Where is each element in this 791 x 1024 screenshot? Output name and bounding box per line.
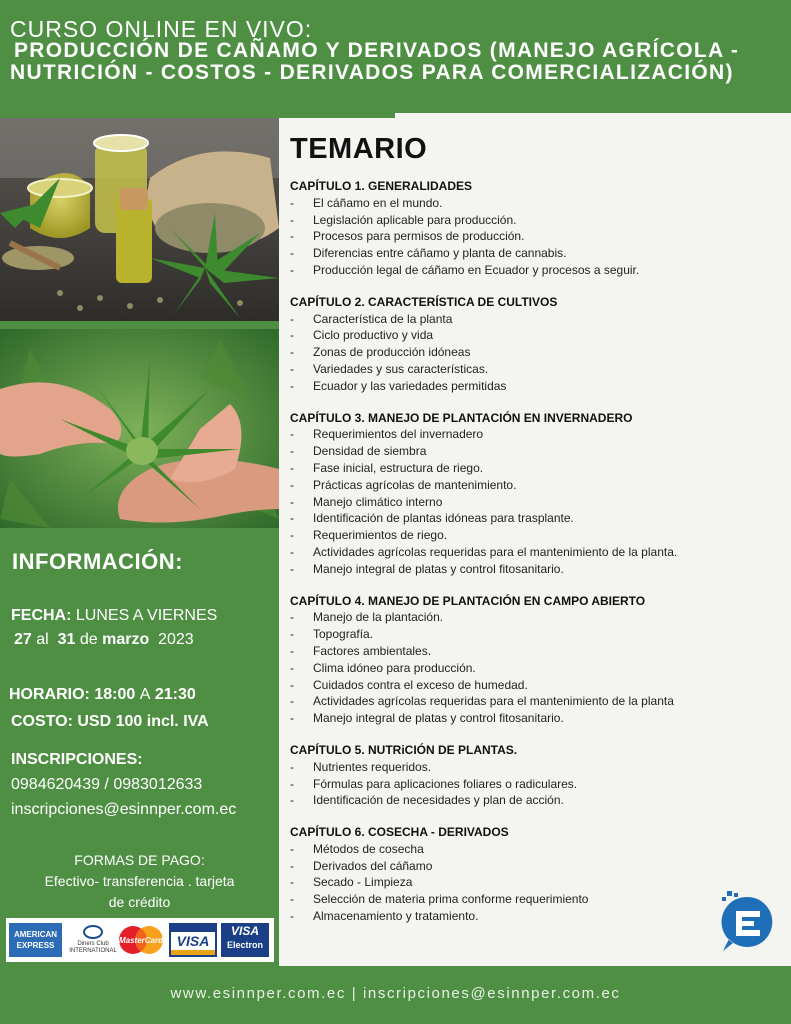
amex-icon: AMERICAN EXPRESS [9,923,62,957]
list-item: - Topografía. [290,627,374,642]
list-item: - Requerimientos de riego. [290,528,448,543]
card-logos [6,918,274,962]
list-item: - Procesos para permisos de producción. [290,229,525,244]
list-item: - Nutrientes requeridos. [290,759,432,774]
registration-email[interactable]: inscripciones@esinnper.com.ec [11,801,237,818]
list-item: - Manejo de la plantación. [290,610,444,625]
list-item: - Producción legal de cáñamo en Ecuador y procesos a seguir. [290,262,640,277]
list-item: - Cuidados contra el exceso de humedad. [290,677,528,692]
hemp-oil-photo [0,118,279,321]
list-item: - Manejo climático interno [290,494,443,509]
chapter-2 [290,294,785,395]
list-item: - Ciclo productivo y vida [290,328,434,343]
chapter-4 [290,593,785,727]
list-item: - Manejo integral de platas y control fitosanitario. [290,711,564,726]
footer-links[interactable]: www.esinnper.com.ec | inscripciones@esinnper.com.ec [170,985,621,1002]
course-title-line-2: NUTRICIÓN - COSTOS - DERIVADOS PARA COMERCIALIZACIÓN) [10,61,734,84]
list-item: - Fase inicial, estructura de riego. [290,460,484,475]
chapter-1 [290,178,785,279]
chapter-3 [290,410,785,578]
course-mode-title: CURSO ONLINE EN VIVO: [10,16,313,42]
date-range: 27 al 31 de marzo 2023 [14,631,194,648]
list-item: - Diferencias entre cáñamo y planta de cannabis. [290,246,567,261]
list-item: - Métodos de cosecha [290,841,424,856]
visa-icon: VISA [169,923,217,957]
list-item: - Derivados del cáñamo [290,858,433,873]
list-item: - Fórmulas para aplicaciones foliares o radiculares. [290,776,578,791]
list-item: - Almacenamiento y tratamiento. [290,909,479,924]
list-item: - Secado - Limpieza [290,875,413,890]
payment-methods [0,850,279,913]
list-item: - Actividades agrícolas requeridas para el mantenimiento de la planta [290,694,674,709]
chapter-list [290,178,785,940]
chapter-6 [290,824,785,925]
chapter-title: CAPÍTULO 3. MANEJO DE PLANTACIÓN EN INVERNADERO [290,410,633,425]
list-item: - Identificación de plantas idóneas para trasplante. [290,511,574,526]
payment-title: FORMAS DE PAGO: [74,852,205,868]
date-days: FECHA: LUNES A VIERNES [11,607,218,624]
header-banner [0,0,791,118]
chapter-title: CAPÍTULO 2. CARACTERÍSTICA DE CULTIVOS [290,294,558,309]
chapter-title: CAPÍTULO 5. NUTRiCIÓN DE PLANTAS. [290,742,518,757]
list-item: - Actividades agrícolas requeridas para el mantenimiento de la planta. [290,544,678,559]
course-title-line-1: PRODUCCIÓN DE CAÑAMO Y DERIVADOS (MANEJO AGRÍCOLA - [14,39,740,62]
chapter-title: CAPÍTULO 1. GENERALIDADES [290,179,473,193]
info-title: INFORMACIÓN: [12,549,183,574]
chapter-5 [290,742,785,809]
chapter-title: CAPÍTULO 6. COSECHA - DERIVADOS [290,825,509,840]
registration-phones: 0984620439 / 0983012633 [11,776,203,793]
diners-club-icon: Diners Club INTERNATIONAL [67,923,119,957]
list-item: - Identificación de necesidades y plan de acción. [290,793,564,808]
temario-title: TEMARIO [290,133,428,165]
list-item: - Manejo integral de platas y control fitosanitario. [290,561,564,576]
list-item: - Requerimientos del invernadero [290,427,484,442]
list-item: - Prácticas agrícolas de mantenimiento. [290,477,517,492]
mastercard-icon [113,923,169,957]
visa-electron-icon: VISA Electron [221,923,269,957]
svg-text:MasterCard: MasterCard [118,936,164,945]
list-item: - El cáñamo en el mundo. [290,195,443,210]
list-item: - Ecuador y las variedades permitidas [290,378,507,393]
list-item: - Característica de la planta [290,311,453,326]
esinnper-logo-icon [719,891,777,955]
list-item: - Variedades y sus características. [290,361,489,376]
hands-plant-photo [0,329,279,528]
list-item: - Legislación aplicable para producción. [290,212,517,227]
list-item: - Clima idóneo para producción. [290,660,476,675]
price: COSTO: USD 100 incl. IVA [11,713,209,730]
schedule: HORARIO: 18:00 A 21:30 [9,686,196,703]
chapter-title: CAPÍTULO 4. MANEJO DE PLANTACIÓN EN CAMPO ABIERTO [290,593,646,608]
registration-title: INSCRIPCIONES: [11,751,143,768]
list-item: - Densidad de siembra [290,444,427,459]
list-item: - Selección de materia prima conforme requerimiento [290,892,589,907]
payment-line-1: Efectivo- transferencia . tarjeta [44,873,235,889]
list-item: - Factores ambientales. [290,643,432,658]
list-item: - Zonas de producción idóneas [290,345,471,360]
payment-line-2: de crédito [108,894,171,910]
